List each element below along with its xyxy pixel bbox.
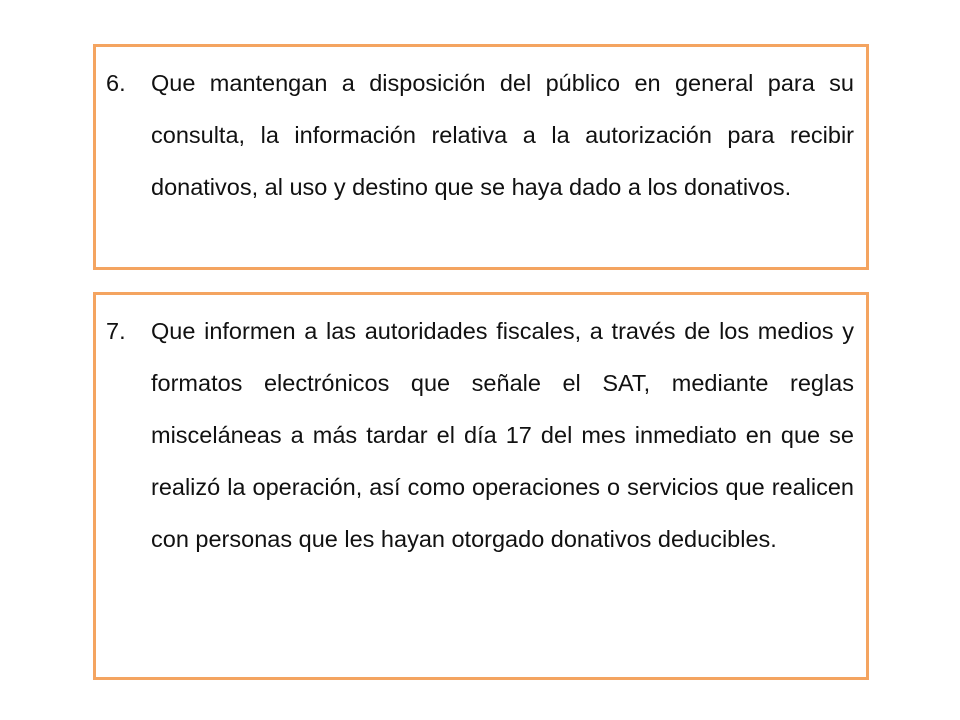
item-text: Que mantengan a disposición del público en general para su consulta, la información relativa a la autorización para recibir donativos, al uso y destino que se haya dado a los donativos. xyxy=(151,70,854,200)
item-text: Que informen a las autoridades fiscales, a través de los medios y formatos electrónicos que señale el SAT, mediante reglas misceláneas a más tardar el día 17 del mes inmediato en que se realizó la operación, así como operaciones o servicios que realicen con personas que les hayan otorgado donativos deducibles. xyxy=(151,318,854,552)
item-number: 7. xyxy=(106,318,126,344)
requirement-box-6 xyxy=(93,44,869,270)
item-number: 6. xyxy=(106,70,126,96)
requirement-box-7 xyxy=(93,292,869,680)
